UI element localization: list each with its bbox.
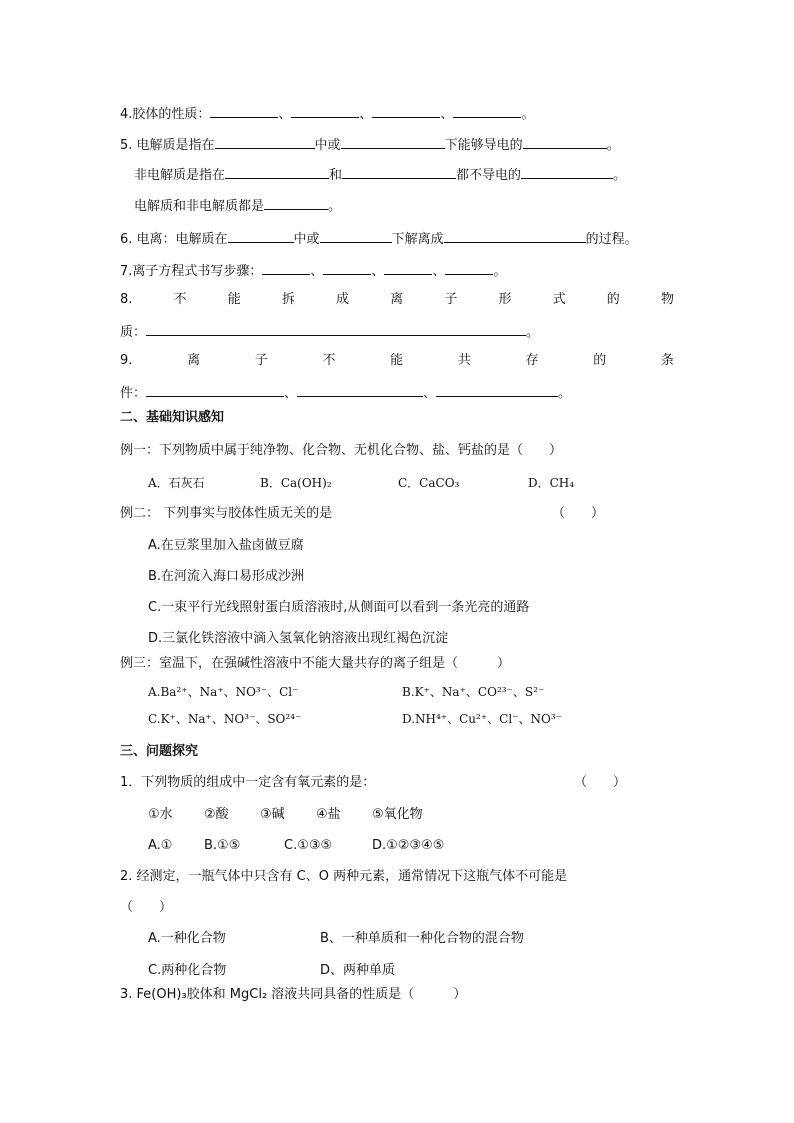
blank[interactable] xyxy=(523,135,607,149)
blank[interactable] xyxy=(436,383,558,397)
problem-1-answer-paren: （ ） xyxy=(574,775,627,790)
question-5: 5. 电解质是指在 中或 下能够导电的 。 xyxy=(120,135,620,155)
example-3-option-d: D.NH⁴⁺、Cu²⁺、Cl⁻、NO³⁻ xyxy=(402,712,563,726)
blank[interactable] xyxy=(384,261,432,275)
problem-1-item: ③碱 xyxy=(260,807,285,822)
question-9-line2: 件： 、 、 。 xyxy=(120,383,571,403)
blank[interactable] xyxy=(215,135,315,149)
blank[interactable] xyxy=(146,322,526,336)
blank[interactable] xyxy=(228,229,294,243)
blank[interactable] xyxy=(323,261,371,275)
blank[interactable] xyxy=(372,104,440,118)
blank[interactable] xyxy=(264,196,328,210)
example-2-option-b: B.在河流入海口易形成沙洲 xyxy=(148,569,305,584)
section-title-problem-inquiry: 三、问题探究 xyxy=(120,744,199,759)
problem-1-item: ①水 xyxy=(148,807,173,822)
problem-2-option-b: B、一种单质和一种化合物的混合物 xyxy=(320,931,524,946)
problem-2-option-d: D、两种单质 xyxy=(320,963,396,978)
problem-1-item: ②酸 xyxy=(204,807,229,822)
blank[interactable] xyxy=(341,135,445,149)
section-title-basic-knowledge: 二、基础知识感知 xyxy=(120,410,225,425)
problem-2-answer-paren: （ ） xyxy=(120,900,173,915)
example-1-option-a: A．石灰石 xyxy=(148,476,205,490)
example-3-option-c: C.K⁺、Na⁺、NO³⁻、SO²⁴⁻ xyxy=(148,712,302,726)
blank[interactable] xyxy=(146,383,284,397)
example-1-option-c: C．CaCO₃ xyxy=(398,476,460,490)
blank[interactable] xyxy=(291,104,359,118)
blank[interactable] xyxy=(521,165,613,179)
problem-2-stem: 2. 经测定，一瓶气体中只含有 C、O 两种元素，通常情况下这瓶气体不可能是 xyxy=(120,869,568,884)
blank[interactable] xyxy=(262,261,310,275)
problem-2-option-c: C.两种化合物 xyxy=(148,963,227,978)
problem-1-stem: 1．下列物质的组成中一定含有氧元素的是： xyxy=(120,775,376,790)
problem-1-option-a: A.① xyxy=(148,838,173,853)
example-2-option-a: A.在豆浆里加入盐卤做豆腐 xyxy=(148,538,304,553)
problem-1-option-b: B.①⑤ xyxy=(204,838,241,853)
blank[interactable] xyxy=(453,104,521,118)
question-8-line2: 质： 。 xyxy=(120,322,539,342)
blank[interactable] xyxy=(210,104,278,118)
example-1-option-d: D．CH₄ xyxy=(528,476,575,490)
problem-1-option-d: D.①②③④⑤ xyxy=(372,838,445,853)
example-1-stem: 例一：下列物质中属于纯净物、化合物、无机化合物、盐、钙盐的是（ ） xyxy=(120,443,563,458)
example-3-option-b: B.K⁺、Na⁺、CO²³⁻、S²⁻ xyxy=(402,685,545,699)
blank[interactable] xyxy=(225,165,329,179)
blank[interactable] xyxy=(320,229,392,243)
question-5-both: 电解质和非电解质都是 。 xyxy=(134,196,341,216)
problem-1-option-c: C.①③⑤ xyxy=(284,838,333,853)
example-2-option-c: C.一束平行光线照射蛋白质溶液时,从侧面可以看到一条光亮的通路 xyxy=(148,600,530,615)
question-9-line1: 9. 离 子 不 能 共 存 的 条 xyxy=(120,353,674,368)
blank[interactable] xyxy=(444,229,586,243)
problem-2-option-a: A.一种化合物 xyxy=(148,931,226,946)
question-8-line1: 8. 不 能 拆 成 离 子 形 式 的 物 xyxy=(120,292,674,307)
question-5-nonelectrolyte: 非电解质是指在 和 都不导电的 。 xyxy=(134,165,626,185)
problem-1-item: ⑤氧化物 xyxy=(372,807,423,822)
blank[interactable] xyxy=(342,165,456,179)
example-1-option-b: B．Ca(OH)₂ xyxy=(260,476,332,490)
question-4: 4.胶体的性质： 、 、 、 。 xyxy=(120,104,534,124)
problem-1-item: ④盐 xyxy=(316,807,341,822)
blank[interactable] xyxy=(445,261,493,275)
example-2-option-d: D.三氯化铁溶液中滴入氢氧化钠溶液出现红褐色沉淀 xyxy=(148,631,449,646)
example-2-answer-paren: （ ） xyxy=(552,506,605,521)
question-7: 7.离子方程式书写步骤： 、 、 、 。 xyxy=(120,261,506,281)
example-3-option-a: A.Ba²⁺、Na⁺、NO³⁻、Cl⁻ xyxy=(148,685,299,699)
example-3-stem: 例三：室温下，在强碱性溶液中不能大量共存的离子组是（ ） xyxy=(120,656,511,671)
blank[interactable] xyxy=(297,383,423,397)
example-2-stem: 例二： 下列事实与胶体性质无关的是 xyxy=(120,506,333,521)
problem-3-stem: 3. Fe(OH)₃胶体和 MgCl₂ 溶液共同具备的性质是（ ） xyxy=(120,987,467,1002)
question-6: 6. 电离：电解质在 中或 下解离成 的过程。 xyxy=(120,229,638,249)
